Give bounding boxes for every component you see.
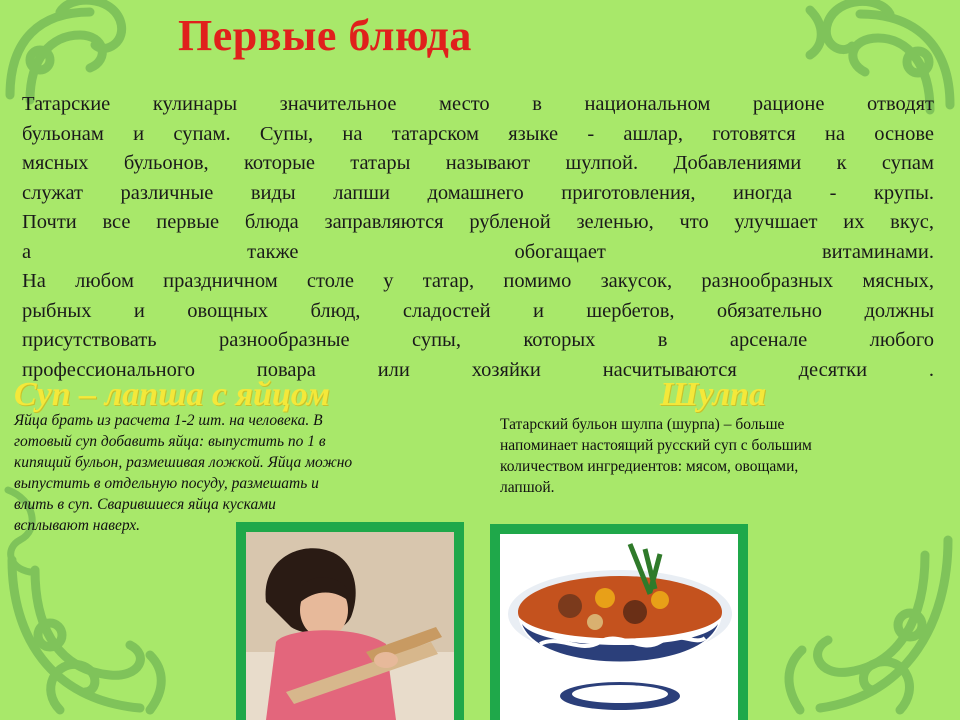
description-line: количеством ингредиентов: мясом, овощами, xyxy=(500,458,799,475)
shulpa-description xyxy=(500,414,920,498)
intro-text xyxy=(22,90,934,385)
intro-line: служат различные виды лапши домашнего приготовления, иногда - крупы. xyxy=(22,181,934,204)
description-line: Яйца брать из расчета 1-2 шт. на человека. В xyxy=(14,412,323,429)
page-title: Первые блюда xyxy=(178,11,472,60)
shulpa-bowl-image xyxy=(500,534,738,720)
intro-line: присутствовать разнообразные супы, которых в арсенале любого xyxy=(22,329,934,351)
description-line: кипящий бульон, размешивая ложкой. Яйца можно xyxy=(14,454,353,471)
description-line: лапшой. xyxy=(500,479,555,496)
ornament-bottom-right-icon xyxy=(770,520,960,720)
description-line: выпустить в отдельную посуду, размешать и xyxy=(14,475,319,492)
intro-line: мясных бульонов, которые татары называют шулпой. Добавлениями к супам xyxy=(22,152,934,174)
description-line: готовый суп добавить яйца: выпустить по 1 в xyxy=(14,433,326,450)
intro-line: рыбных и овощных блюд, сладостей и шербетов, обязательно должны xyxy=(22,299,934,322)
noodle-soup-description xyxy=(14,410,474,536)
description-line: влить в суп. Сварившиеся яйца кусками xyxy=(14,496,276,513)
intro-line: Почти все первые блюда заправляются рубленой зеленью, что улучшает их вкус, xyxy=(22,211,934,233)
description-line: напоминает настоящий русский суп с большим xyxy=(500,437,812,454)
intro-line: Татарские кулинары значительное место в национальном рационе отводят xyxy=(22,93,934,115)
description-line: Татарский бульон шулпа (шурпа) – больше xyxy=(500,416,785,433)
photo-shulpa-bowl xyxy=(490,524,748,720)
intro-line: а также обогащает витаминами. xyxy=(22,240,934,263)
intro-line: профессионального повара или хозяйки насчитываются десятки . xyxy=(22,358,934,381)
intro-line: бульонам и супам. Супы, на татарском языке - ашлар, готовятся на основе xyxy=(22,122,934,145)
child-rolling-dough-image xyxy=(246,532,454,720)
description-line: всплывают наверх. xyxy=(14,517,141,534)
photo-child-rolling-dough xyxy=(236,522,464,720)
intro-line: На любом праздничном столе у татар, помимо закусок, разнообразных мясных, xyxy=(22,270,934,292)
subheading-shulpa: Шулпа xyxy=(660,376,766,413)
subheading-noodle-soup: Суп – лапша с яйцом xyxy=(14,376,330,413)
